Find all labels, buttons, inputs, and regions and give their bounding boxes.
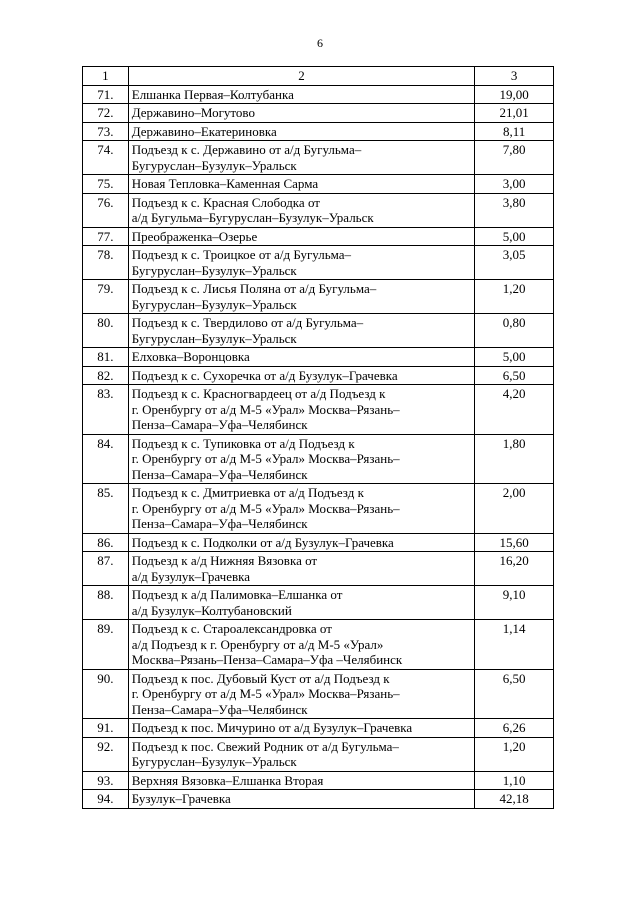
road-length: 8,11 [475, 122, 554, 141]
table-row [83, 552, 554, 586]
row-number: 81. [83, 348, 129, 367]
table-row [83, 122, 554, 141]
table-row [83, 141, 554, 175]
header-col-1: 1 [83, 67, 129, 86]
row-number: 79. [83, 280, 129, 314]
table-row [83, 314, 554, 348]
table-row [83, 85, 554, 104]
row-number: 85. [83, 484, 129, 534]
road-name: Подъезд к с. Тупиковка от а/д Подъезд к г. Оренбургу от а/д М-5 «Урал» Москва–Рязань– Пенза–Самара–Уфа–Челябинск [128, 434, 475, 484]
table-header-row [83, 67, 554, 86]
road-name: Подъезд к а/д Нижняя Вязовка от а/д Бузулук–Грачевка [128, 552, 475, 586]
road-length: 6,50 [475, 669, 554, 719]
row-number: 83. [83, 385, 129, 435]
row-number: 75. [83, 175, 129, 194]
road-length: 1,80 [475, 434, 554, 484]
row-number: 91. [83, 719, 129, 738]
table-row [83, 175, 554, 194]
row-number: 92. [83, 737, 129, 771]
header-col-3: 3 [475, 67, 554, 86]
table-row [83, 366, 554, 385]
row-number: 93. [83, 771, 129, 790]
road-name: Подъезд к пос. Дубовый Куст от а/д Подъезд к г. Оренбургу от а/д М-5 «Урал» Москва–Рязань– Пенза–Самара–Уфа–Челябинск [128, 669, 475, 719]
table-row [83, 771, 554, 790]
road-name: Преображенка–Озерье [128, 227, 475, 246]
table-row [83, 280, 554, 314]
road-length: 3,05 [475, 246, 554, 280]
road-name: Елховка–Воронцовка [128, 348, 475, 367]
table-row [83, 533, 554, 552]
road-length: 15,60 [475, 533, 554, 552]
road-name: Подъезд к а/д Палимовка–Елшанка от а/д Бузулук–Колтубановский [128, 586, 475, 620]
road-length: 3,00 [475, 175, 554, 194]
table-row [83, 385, 554, 435]
road-length: 0,80 [475, 314, 554, 348]
road-name: Подъезд к с. Твердилово от а/д Бугульма– Бугуруслан–Бузулук–Уральск [128, 314, 475, 348]
table-row [83, 790, 554, 809]
roads-table-body [83, 67, 554, 809]
row-number: 73. [83, 122, 129, 141]
row-number: 90. [83, 669, 129, 719]
road-length: 16,20 [475, 552, 554, 586]
table-row [83, 669, 554, 719]
road-length: 1,10 [475, 771, 554, 790]
table-row [83, 719, 554, 738]
table-row [83, 348, 554, 367]
road-name: Подъезд к с. Троицкое от а/д Бугульма– Бугуруслан–Бузулук–Уральск [128, 246, 475, 280]
header-col-2: 2 [128, 67, 475, 86]
road-name: Подъезд к с. Державино от а/д Бугульма– Бугуруслан–Бузулук–Уральск [128, 141, 475, 175]
road-name: Подъезд к с. Подколки от а/д Бузулук–Грачевка [128, 533, 475, 552]
road-length: 5,00 [475, 227, 554, 246]
road-name: Державино–Екатериновка [128, 122, 475, 141]
road-name: Подъезд к с. Сухоречка от а/д Бузулук–Грачевка [128, 366, 475, 385]
road-length: 1,20 [475, 280, 554, 314]
road-length: 2,00 [475, 484, 554, 534]
table-row [83, 586, 554, 620]
road-length: 42,18 [475, 790, 554, 809]
row-number: 77. [83, 227, 129, 246]
road-length: 9,10 [475, 586, 554, 620]
row-number: 84. [83, 434, 129, 484]
table-row [83, 227, 554, 246]
road-length: 1,20 [475, 737, 554, 771]
road-name: Елшанка Первая–Колтубанка [128, 85, 475, 104]
road-name: Державино–Могутово [128, 104, 475, 123]
table-row [83, 434, 554, 484]
road-length: 19,00 [475, 85, 554, 104]
road-name: Подъезд к с. Староалександровка от а/д Подъезд к г. Оренбургу от а/д М-5 «Урал» Москва–Рязань–Пенза–Самара–Уфа –Челябинск [128, 620, 475, 670]
road-name: Подъезд к с. Красная Слободка от а/д Бугульма–Бугуруслан–Бузулук–Уральск [128, 193, 475, 227]
road-length: 1,14 [475, 620, 554, 670]
row-number: 88. [83, 586, 129, 620]
road-length: 3,80 [475, 193, 554, 227]
road-name: Подъезд к пос. Мичурино от а/д Бузулук–Грачевка [128, 719, 475, 738]
road-name: Верхняя Вязовка–Елшанка Вторая [128, 771, 475, 790]
row-number: 89. [83, 620, 129, 670]
table-row [83, 620, 554, 670]
row-number: 78. [83, 246, 129, 280]
row-number: 72. [83, 104, 129, 123]
road-length: 7,80 [475, 141, 554, 175]
table-row [83, 246, 554, 280]
road-name: Подъезд к с. Красногвардеец от а/д Подъезд к г. Оренбургу от а/д М-5 «Урал» Москва–Рязань– Пенза–Самара–Уфа–Челябинск [128, 385, 475, 435]
road-name: Подъезд к с. Лисья Поляна от а/д Бугульма– Бугуруслан–Бузулук–Уральск [128, 280, 475, 314]
table-row [83, 737, 554, 771]
row-number: 74. [83, 141, 129, 175]
road-length: 5,00 [475, 348, 554, 367]
page-number: 6 [317, 36, 323, 50]
road-name: Бузулук–Грачевка [128, 790, 475, 809]
table-row [83, 104, 554, 123]
row-number: 76. [83, 193, 129, 227]
row-number: 71. [83, 85, 129, 104]
road-name: Подъезд к с. Дмитриевка от а/д Подъезд к г. Оренбургу от а/д М-5 «Урал» Москва–Рязань– Пенза–Самара–Уфа–Челябинск [128, 484, 475, 534]
road-length: 6,26 [475, 719, 554, 738]
table-row [83, 193, 554, 227]
road-length: 4,20 [475, 385, 554, 435]
road-name: Подъезд к пос. Свежий Родник от а/д Бугульма– Бугуруслан–Бузулук–Уральск [128, 737, 475, 771]
row-number: 86. [83, 533, 129, 552]
road-length: 21,01 [475, 104, 554, 123]
road-name: Новая Тепловка–Каменная Сарма [128, 175, 475, 194]
row-number: 87. [83, 552, 129, 586]
row-number: 80. [83, 314, 129, 348]
road-length: 6,50 [475, 366, 554, 385]
table-row [83, 484, 554, 534]
row-number: 82. [83, 366, 129, 385]
row-number: 94. [83, 790, 129, 809]
roads-table [82, 66, 554, 809]
